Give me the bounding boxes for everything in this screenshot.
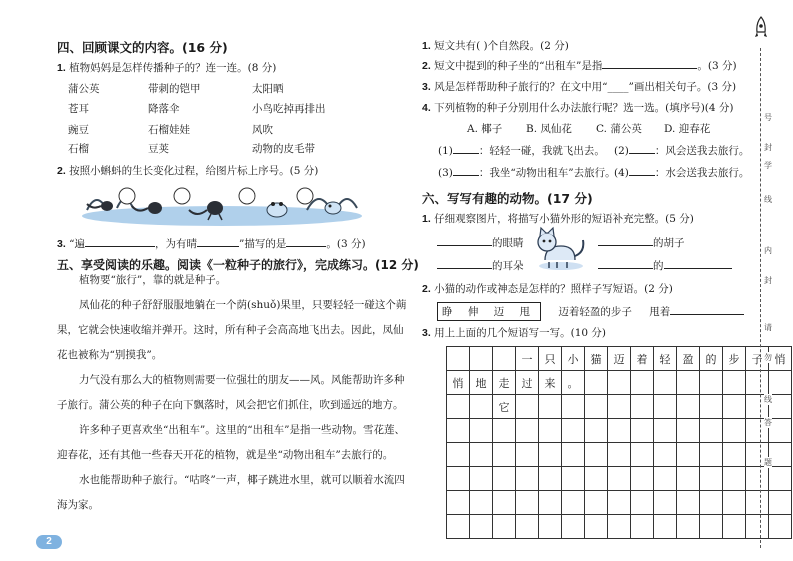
- grid-cell[interactable]: [746, 515, 769, 539]
- grid-cell[interactable]: 过: [516, 371, 539, 395]
- q2-number: 2.: [57, 165, 66, 177]
- cat-phrase-1: [437, 235, 524, 250]
- r4-number: 4.: [422, 102, 431, 114]
- grid-cell[interactable]: [585, 395, 608, 419]
- grid-row: [447, 491, 792, 515]
- grid-cell[interactable]: [539, 467, 562, 491]
- grid-cell[interactable]: [562, 515, 585, 539]
- grid-row: [447, 395, 792, 419]
- grid-cell[interactable]: [654, 395, 677, 419]
- match-left: 苍耳: [68, 103, 89, 115]
- passage-paragraph: 力气没有那么大的植物则需要一位强壮的朋友——风。风能帮助许多种子旅行。蒲公英的种子在向下飘落时，风会把它们抓住，吹到遥远的地方。: [57, 374, 405, 411]
- w2-prompt: [422, 281, 673, 296]
- grid-cell[interactable]: [654, 371, 677, 395]
- grid-cell[interactable]: [723, 395, 746, 419]
- grid-cell[interactable]: [562, 395, 585, 419]
- match-right: 风吹: [252, 124, 273, 136]
- r4-line-4: [614, 165, 749, 180]
- margin-char: 内: [764, 246, 772, 255]
- q3-prompt: [57, 236, 366, 251]
- section6-title: 六、写写有趣的动物。(17 分): [422, 191, 593, 206]
- w3-text: 用上上面的几个短语写一写。(10 分): [434, 327, 607, 339]
- grid-cell[interactable]: 的: [700, 347, 723, 371]
- match-left: 石榴: [68, 143, 89, 155]
- grid-cell[interactable]: 悄: [769, 347, 792, 371]
- grid-cell[interactable]: [631, 515, 654, 539]
- grid-cell[interactable]: 一: [516, 347, 539, 371]
- grid-cell[interactable]: [723, 371, 746, 395]
- grid-cell[interactable]: [631, 467, 654, 491]
- grid-cell[interactable]: [608, 443, 631, 467]
- r3-text: 风是怎样帮助种子旅行的？在文中用“____”画出相关句子。(3 分): [434, 81, 737, 93]
- r3-number: 3.: [422, 81, 431, 93]
- grid-cell[interactable]: [608, 419, 631, 443]
- reading-passage: [57, 268, 412, 518]
- grid-cell[interactable]: [769, 515, 792, 539]
- w2-text: 小猫的动作或神态是怎样的？照样子写短语。(2 分): [434, 283, 673, 295]
- w1-text: 仔细观察图片，将描写小猫外形的短语补充完整。(5 分): [434, 213, 694, 225]
- grid-cell[interactable]: [539, 491, 562, 515]
- r4-index: (3): [438, 167, 453, 179]
- grid-cell[interactable]: [723, 443, 746, 467]
- grid-cell[interactable]: 小: [562, 347, 585, 371]
- grid-row: [447, 347, 792, 371]
- r4-line-2: [614, 143, 749, 158]
- w1-prompt: [422, 211, 694, 226]
- grid-cell[interactable]: [700, 419, 723, 443]
- q3-part-a: “遍: [69, 238, 85, 250]
- margin-char: 答: [764, 418, 772, 427]
- margin-char: 线: [764, 195, 772, 204]
- grid-cell[interactable]: [700, 491, 723, 515]
- grid-cell[interactable]: 步: [723, 347, 746, 371]
- w2-fill-word: 甩着: [649, 306, 671, 318]
- grid-cell[interactable]: [539, 515, 562, 539]
- q3-blank-2[interactable]: [197, 237, 239, 247]
- match-right: 动物的皮毛带: [252, 143, 315, 155]
- margin-char: 学: [764, 161, 772, 170]
- grid-cell[interactable]: [585, 371, 608, 395]
- option-b: B. 凤仙花: [526, 123, 572, 135]
- grid-cell[interactable]: [677, 491, 700, 515]
- r4-index: (2): [614, 145, 629, 157]
- grid-cell[interactable]: [562, 419, 585, 443]
- binding-line: [760, 48, 761, 548]
- grid-cell[interactable]: [516, 395, 539, 419]
- r4-blank[interactable]: [629, 144, 655, 154]
- q1-text: 植物妈妈是怎样传播种子的？连一连。(8 分): [69, 62, 277, 74]
- section5-title: 五、享受阅读的乐趣。阅读《一粒种子的旅行》，完成练习。(12 分): [57, 258, 419, 272]
- margin-char: 勿: [764, 353, 772, 362]
- page-number: 2: [36, 535, 62, 549]
- r4-statement: ：我坐“动物出租车”去旅行。: [478, 167, 616, 179]
- r4-statement: ：风会送我去旅行。: [654, 145, 750, 157]
- grid-cell[interactable]: [608, 371, 631, 395]
- q3-part-b: ，为有晴: [154, 238, 197, 250]
- grid-cell[interactable]: [470, 491, 493, 515]
- margin-char: 请: [764, 323, 772, 332]
- grid-cell[interactable]: [516, 515, 539, 539]
- grid-cell[interactable]: [585, 467, 608, 491]
- grid-cell[interactable]: [585, 515, 608, 539]
- q3-part-d: 。(3 分): [326, 238, 366, 250]
- grid-cell[interactable]: [493, 467, 516, 491]
- r4-index: (4): [614, 167, 629, 179]
- w2-example-row: [437, 302, 744, 321]
- grid-cell[interactable]: 着: [631, 347, 654, 371]
- grid-cell[interactable]: [539, 419, 562, 443]
- cat-label: 的耳朵: [492, 260, 524, 272]
- r1-number: 1.: [422, 40, 431, 52]
- q3-number: 3.: [57, 238, 66, 250]
- grid-cell[interactable]: [562, 491, 585, 515]
- grid-cell[interactable]: [470, 467, 493, 491]
- r1-text: 短文共有( )个自然段。(2 分): [434, 40, 569, 52]
- grid-cell[interactable]: [585, 443, 608, 467]
- q3-blank-3[interactable]: [286, 237, 326, 247]
- grid-cell[interactable]: 迈: [608, 347, 631, 371]
- q3-blank-1[interactable]: [85, 237, 155, 247]
- passage-paragraph: 植物要“旅行”，靠的就是种子。: [79, 274, 227, 286]
- grid-cell[interactable]: [769, 467, 792, 491]
- grid-cell[interactable]: [723, 419, 746, 443]
- grid-cell[interactable]: 地: [470, 371, 493, 395]
- grid-cell[interactable]: [700, 515, 723, 539]
- grid-cell[interactable]: [700, 371, 723, 395]
- rocket-icon: [754, 16, 768, 42]
- r4-statement: ：水会送我去旅行。: [654, 167, 750, 179]
- grid-cell[interactable]: [447, 491, 470, 515]
- grid-cell[interactable]: [608, 395, 631, 419]
- grid-cell[interactable]: 轻: [654, 347, 677, 371]
- grid-cell[interactable]: [516, 491, 539, 515]
- grid-cell[interactable]: [493, 419, 516, 443]
- r4-blank[interactable]: [629, 166, 655, 176]
- label-circle: [174, 188, 190, 204]
- grid-cell[interactable]: [654, 491, 677, 515]
- r4-line-3: [438, 165, 616, 180]
- margin-char: 号: [764, 113, 772, 122]
- cat-label: 的眼睛: [492, 237, 524, 249]
- section4-title: 四、回顾课文的内容。(16 分): [57, 40, 228, 55]
- match-mid: 石榴娃娃: [148, 124, 190, 136]
- r2-score: 。(3 分): [697, 60, 737, 72]
- grid-row: [447, 443, 792, 467]
- grid-cell[interactable]: 只: [539, 347, 562, 371]
- cat-phrase-3: [437, 258, 524, 273]
- tadpole-4-icon: [325, 202, 341, 214]
- grid-cell[interactable]: [631, 419, 654, 443]
- label-circle: [297, 188, 313, 204]
- grid-cell[interactable]: [654, 419, 677, 443]
- q3-part-c: ”描写的是: [238, 238, 287, 250]
- grid-cell[interactable]: 猫: [585, 347, 608, 371]
- grid-cell[interactable]: [677, 467, 700, 491]
- option-d: D. 迎春花: [664, 123, 711, 135]
- grid-cell[interactable]: [493, 443, 516, 467]
- grid-cell[interactable]: [723, 491, 746, 515]
- grid-cell[interactable]: [654, 467, 677, 491]
- grid-cell[interactable]: 来: [539, 371, 562, 395]
- grid-cell[interactable]: [516, 443, 539, 467]
- match-mid: 豆荚: [148, 143, 169, 155]
- grid-cell[interactable]: [470, 347, 493, 371]
- grid-cell[interactable]: [447, 467, 470, 491]
- w2-example: 迈着轻盈的步子: [558, 306, 632, 318]
- grid-cell[interactable]: [677, 371, 700, 395]
- grid-row: [447, 515, 792, 539]
- w1-number: 1.: [422, 213, 431, 225]
- grid-cell[interactable]: [470, 443, 493, 467]
- grid-cell[interactable]: [516, 467, 539, 491]
- grid-cell[interactable]: [677, 443, 700, 467]
- cat-blank[interactable]: [437, 236, 492, 246]
- grid-cell[interactable]: [447, 347, 470, 371]
- match-right: 太阳晒: [252, 83, 284, 95]
- grid-row: [447, 467, 792, 491]
- grid-cell[interactable]: 盈: [677, 347, 700, 371]
- r2-prompt: [422, 58, 737, 73]
- q2-text: 按照小蝌蚪的生长变化过程，给图片标上序号。(5 分): [69, 165, 319, 177]
- cat-icon: [533, 226, 589, 272]
- grid-row: [447, 419, 792, 443]
- cat-blank[interactable]: [598, 259, 653, 269]
- grid-cell[interactable]: [746, 491, 769, 515]
- grid-cell[interactable]: [723, 515, 746, 539]
- r4-text: 下列植物的种子分别用什么办法旅行呢？选一选。(填序号)(4 分): [434, 102, 734, 114]
- grid-cell[interactable]: [654, 443, 677, 467]
- grid-cell[interactable]: [631, 395, 654, 419]
- r1-prompt: [422, 38, 569, 53]
- grid-cell[interactable]: [746, 467, 769, 491]
- r4-blank[interactable]: [453, 166, 479, 176]
- r2-number: 2.: [422, 60, 431, 72]
- grid-cell[interactable]: 。: [562, 371, 585, 395]
- cat-phrase-4: [598, 258, 732, 273]
- grid-cell[interactable]: [677, 515, 700, 539]
- cat-label: 的胡子: [653, 237, 685, 249]
- grid-row: [447, 371, 792, 395]
- q2-prompt: [57, 163, 318, 178]
- match-mid: 带刺的铠甲: [148, 83, 201, 95]
- verb-box: 睁 伸 迈 甩: [437, 302, 541, 321]
- grid-cell[interactable]: [654, 515, 677, 539]
- grid-cell[interactable]: [769, 371, 792, 395]
- r4-blank[interactable]: [453, 144, 479, 154]
- r3-prompt: [422, 79, 736, 94]
- grid-cell[interactable]: [700, 395, 723, 419]
- q1-prompt: [57, 60, 276, 75]
- grid-cell[interactable]: [631, 371, 654, 395]
- passage-paragraph: 水也能帮助种子旅行。“咕咚”一声，椰子跳进水里，就可以顺着水流四海为家。: [57, 474, 405, 511]
- grid-cell[interactable]: [769, 491, 792, 515]
- option-c: C. 蒲公英: [596, 123, 642, 135]
- w3-number: 3.: [422, 327, 431, 339]
- match-left: 蒲公英: [68, 83, 100, 95]
- writing-grid[interactable]: [446, 346, 792, 539]
- tadpole-illustration: [77, 180, 367, 230]
- grid-cell[interactable]: [493, 347, 516, 371]
- grid-cell[interactable]: 悄: [447, 371, 470, 395]
- grid-cell[interactable]: [493, 491, 516, 515]
- match-left: 豌豆: [68, 124, 89, 136]
- grid-cell[interactable]: [447, 395, 470, 419]
- grid-cell[interactable]: [723, 467, 746, 491]
- grid-cell[interactable]: [631, 443, 654, 467]
- cat-phrase-2: [598, 235, 685, 250]
- r4-index: (1): [438, 145, 453, 157]
- frog-icon: [267, 202, 287, 217]
- w2-blank[interactable]: [670, 305, 744, 315]
- r4-line-1: [438, 143, 605, 158]
- grid-cell[interactable]: [746, 371, 769, 395]
- r4-prompt: [422, 100, 734, 115]
- cat-blank[interactable]: [437, 259, 492, 269]
- grid-cell[interactable]: 走: [493, 371, 516, 395]
- r4-statement: ：轻轻一碰，我就飞出去。: [478, 145, 605, 157]
- cat-label: 的: [653, 260, 664, 272]
- grid-cell[interactable]: [470, 515, 493, 539]
- margin-char: 线: [764, 395, 772, 404]
- grid-cell[interactable]: 它: [493, 395, 516, 419]
- label-circle: [119, 188, 135, 204]
- grid-cell[interactable]: [562, 467, 585, 491]
- cat-blank[interactable]: [598, 236, 653, 246]
- label-circle: [239, 188, 255, 204]
- grid-cell[interactable]: [608, 467, 631, 491]
- grid-cell[interactable]: [677, 419, 700, 443]
- grid-cell[interactable]: [677, 395, 700, 419]
- grid-cell[interactable]: [608, 515, 631, 539]
- passage-paragraph: 凤仙花的种子舒舒服服地躺在一个荫(shuǒ)果里，只要轻轻一碰这个蒴果，它就会快速收缩并弹开。这时，所有种子会高高地飞出去。因此，凤仙花也被称为“别摸我”。: [57, 299, 407, 361]
- grid-cell[interactable]: [447, 515, 470, 539]
- match-mid: 降落伞: [148, 103, 180, 115]
- margin-char: 题: [764, 458, 772, 467]
- grid-cell[interactable]: [585, 491, 608, 515]
- w2-number: 2.: [422, 283, 431, 295]
- grid-cell[interactable]: [608, 491, 631, 515]
- grid-cell[interactable]: [700, 443, 723, 467]
- r2-blank[interactable]: [602, 59, 697, 69]
- match-right: 小鸟吃掉再排出: [252, 103, 326, 115]
- grid-cell[interactable]: [700, 467, 723, 491]
- grid-cell[interactable]: [631, 491, 654, 515]
- r2-text: 短文中提到的种子坐的“出租车”是指: [434, 60, 603, 72]
- passage-paragraph: 许多种子更喜欢坐“出租车”。这里的“出租车”是指一些动物。雪花莲、迎春花，还有其他一些春天开花的植物，就是坐“动物出租车”去旅行的。: [57, 424, 405, 461]
- margin-char: 封: [764, 276, 772, 285]
- grid-cell[interactable]: [470, 419, 493, 443]
- grid-cell[interactable]: [470, 395, 493, 419]
- margin-char: 封: [764, 143, 772, 152]
- grid-cell[interactable]: 子: [746, 347, 769, 371]
- cat-blank[interactable]: [664, 259, 732, 269]
- grid-cell[interactable]: [447, 443, 470, 467]
- grid-cell[interactable]: [539, 443, 562, 467]
- w3-prompt: [422, 325, 606, 340]
- grid-cell[interactable]: [516, 419, 539, 443]
- q1-number: 1.: [57, 62, 66, 74]
- grid-cell[interactable]: [539, 395, 562, 419]
- grid-cell[interactable]: [493, 515, 516, 539]
- grid-cell[interactable]: [447, 419, 470, 443]
- grid-cell[interactable]: [585, 419, 608, 443]
- grid-cell[interactable]: [562, 443, 585, 467]
- option-a: A. 椰子: [467, 123, 503, 135]
